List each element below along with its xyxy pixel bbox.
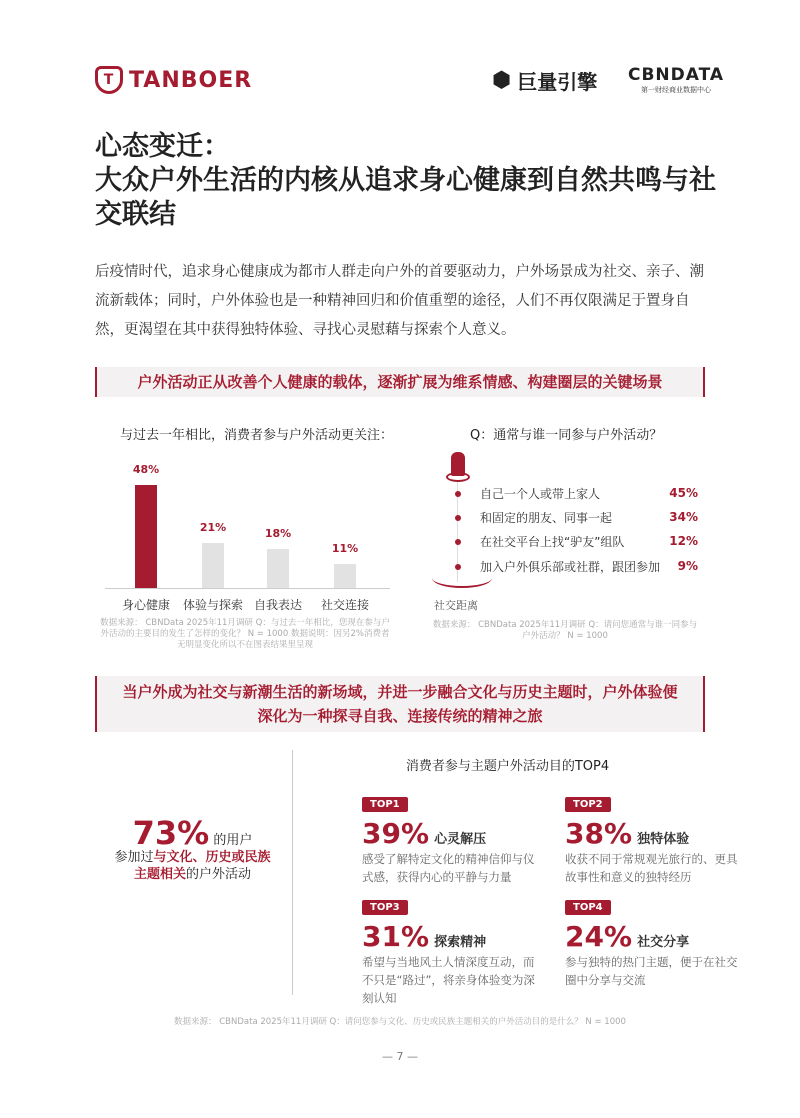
stat-highlight: 与文化、历史或民族 <box>153 850 271 865</box>
list-dot <box>455 515 461 521</box>
x-tick-label: 身心健康 <box>121 598 170 612</box>
bar-value-label: 11% <box>331 542 359 556</box>
right-question: Q：通常与谁一同参与户外活动？ <box>470 428 663 443</box>
person-ring-icon <box>446 472 470 482</box>
title-line1: 心态变迁： <box>95 131 230 162</box>
distance-axis-label: 社交距离 <box>434 599 478 612</box>
top-label: 独特体验 <box>637 832 690 847</box>
banner2-line2: 深化为一种探寻自我、连接传统的精神之旅 <box>257 707 543 725</box>
list-dot <box>455 564 461 570</box>
top-card-3 <box>362 895 542 1007</box>
cbndata-logo <box>628 65 724 95</box>
partner2-sub: 第一财经商业数据中心 <box>641 86 712 94</box>
chart-title: 与过去一年相比，消费者参与户外活动更关注： <box>120 428 394 443</box>
stat-text: 参加过 <box>114 850 154 865</box>
top-badge: TOP3 <box>362 900 408 915</box>
stat-value: 73% <box>132 814 210 852</box>
bar-自我表达 <box>267 549 289 588</box>
list-pct: 45% <box>669 486 698 500</box>
top-desc: 感受了解特定文化的精神信仰与仪式感，获得内心的平静与力量 <box>362 852 535 884</box>
top-badge: TOP1 <box>362 797 408 812</box>
top4-title: 消费者参与主题户外活动目的TOP4 <box>405 759 610 774</box>
brand-name: TANBOER <box>129 67 253 93</box>
bar-社交连接 <box>334 564 356 588</box>
top-card-4 <box>565 895 745 989</box>
top-label: 探索精神 <box>434 935 487 950</box>
tanboer-logo <box>95 66 252 94</box>
partner2-name: CBNDATA <box>628 65 725 85</box>
bar-体验与探索 <box>202 543 224 588</box>
top-label: 心灵解压 <box>434 832 487 847</box>
footer-source-note: 数据来源： CBNData 2025年11月调研 Q：请问您参与文化、历史或民族主题相关的户外活动目的是什么？ N = 1000 <box>174 1017 626 1027</box>
page-number: — 7 — <box>382 1050 418 1063</box>
top-card-2 <box>565 792 745 886</box>
partner1-name: 巨量引擎 <box>517 70 598 94</box>
list-item: 加入户外俱乐部或社群，跟团参加 <box>480 560 661 574</box>
stat-suffix: 的用户 <box>213 833 253 848</box>
top-desc: 参与独特的热门主题，便于在社交圈中分享与交流 <box>565 955 738 987</box>
divider <box>292 750 293 995</box>
banner2-line1: 当户外成为社交与新潮生活的新场域，并进一步融合文化与历史主题时，户外体验便 <box>122 683 678 701</box>
list-pct: 9% <box>677 559 698 573</box>
top-desc: 希望与当地风土人情深度互动，而不只是“路过”，将亲身体验变为深刻认知 <box>362 955 535 1005</box>
list-item: 自己一个人或带上家人 <box>480 487 601 501</box>
top-pct: 24% <box>565 920 633 953</box>
shield-logo-icon: T <box>95 66 123 94</box>
section-banner-2 <box>95 676 705 732</box>
x-tick-label: 社交连接 <box>320 598 369 612</box>
top-pct: 31% <box>362 920 430 953</box>
left-source-note: 数据来源： CBNData 2025年11月调研 Q：与过去一年相比，您现在参与户外活动的主要目的发生了怎样的变化？ N = 1000 数据说明：因另2%消费者无明显变化所以不在图表结果里呈现 <box>100 618 390 650</box>
list-item: 和固定的朋友、同事一起 <box>480 511 613 525</box>
list-pct: 12% <box>669 534 698 548</box>
bar-value-label: 21% <box>199 520 227 534</box>
bar-chart <box>100 450 390 612</box>
bar-value-label: 18% <box>264 527 292 541</box>
list-dot <box>455 491 461 497</box>
top-desc: 收获不同于常规观光旅行的、更具故事性和意义的独特经历 <box>565 852 738 884</box>
list-pct: 34% <box>669 510 698 524</box>
page-title <box>95 130 716 232</box>
chart-baseline <box>105 588 390 589</box>
section-banner-1: 户外活动正从改善个人健康的载体，逐渐扩展为维系情感、构建圈层的关键场景 <box>95 367 705 397</box>
top-pct: 38% <box>565 817 633 850</box>
bar-value-label: 48% <box>132 463 160 476</box>
title-line3: 交联结 <box>95 199 176 230</box>
x-tick-label: 自我表达 <box>253 598 302 612</box>
title-line2: 大众户外生活的内核从追求身心健康到自然共鸣与社 <box>95 165 716 196</box>
list-item: 在社交平台上找“驴友”组队 <box>480 535 625 549</box>
top-badge: TOP4 <box>565 900 611 915</box>
top-badge: TOP2 <box>565 797 611 812</box>
stat-block <box>100 814 285 883</box>
intro-paragraph: 后疫情时代，追求身心健康成为都市人群走向户外的首要驱动力，户外场景成为社交、亲子、潮流新载体；同时，户外体验也是一种精神回归和价值重塑的途径，人们不再仅限满足于置身自然，更渴望在其中获得独特体验、寻找心灵慰藉与探索个人意义。 <box>95 264 704 338</box>
top-label: 社交分享 <box>637 935 690 950</box>
juliang-logo <box>492 66 597 95</box>
list-dot <box>455 539 461 545</box>
top-card-1 <box>362 792 542 886</box>
juliang-mark-icon: ⬢ <box>492 68 512 93</box>
x-tick-label: 体验与探索 <box>182 598 243 612</box>
stat-highlight: 主题相关 <box>133 867 186 882</box>
stat-text: 的户外活动 <box>186 867 252 882</box>
right-source-note: 数据来源： CBNData 2025年11月调研 Q：请问您通常与谁一同参与户外活动？ N = 1000 <box>432 620 698 641</box>
top-pct: 39% <box>362 817 430 850</box>
bar-身心健康 <box>135 485 157 588</box>
